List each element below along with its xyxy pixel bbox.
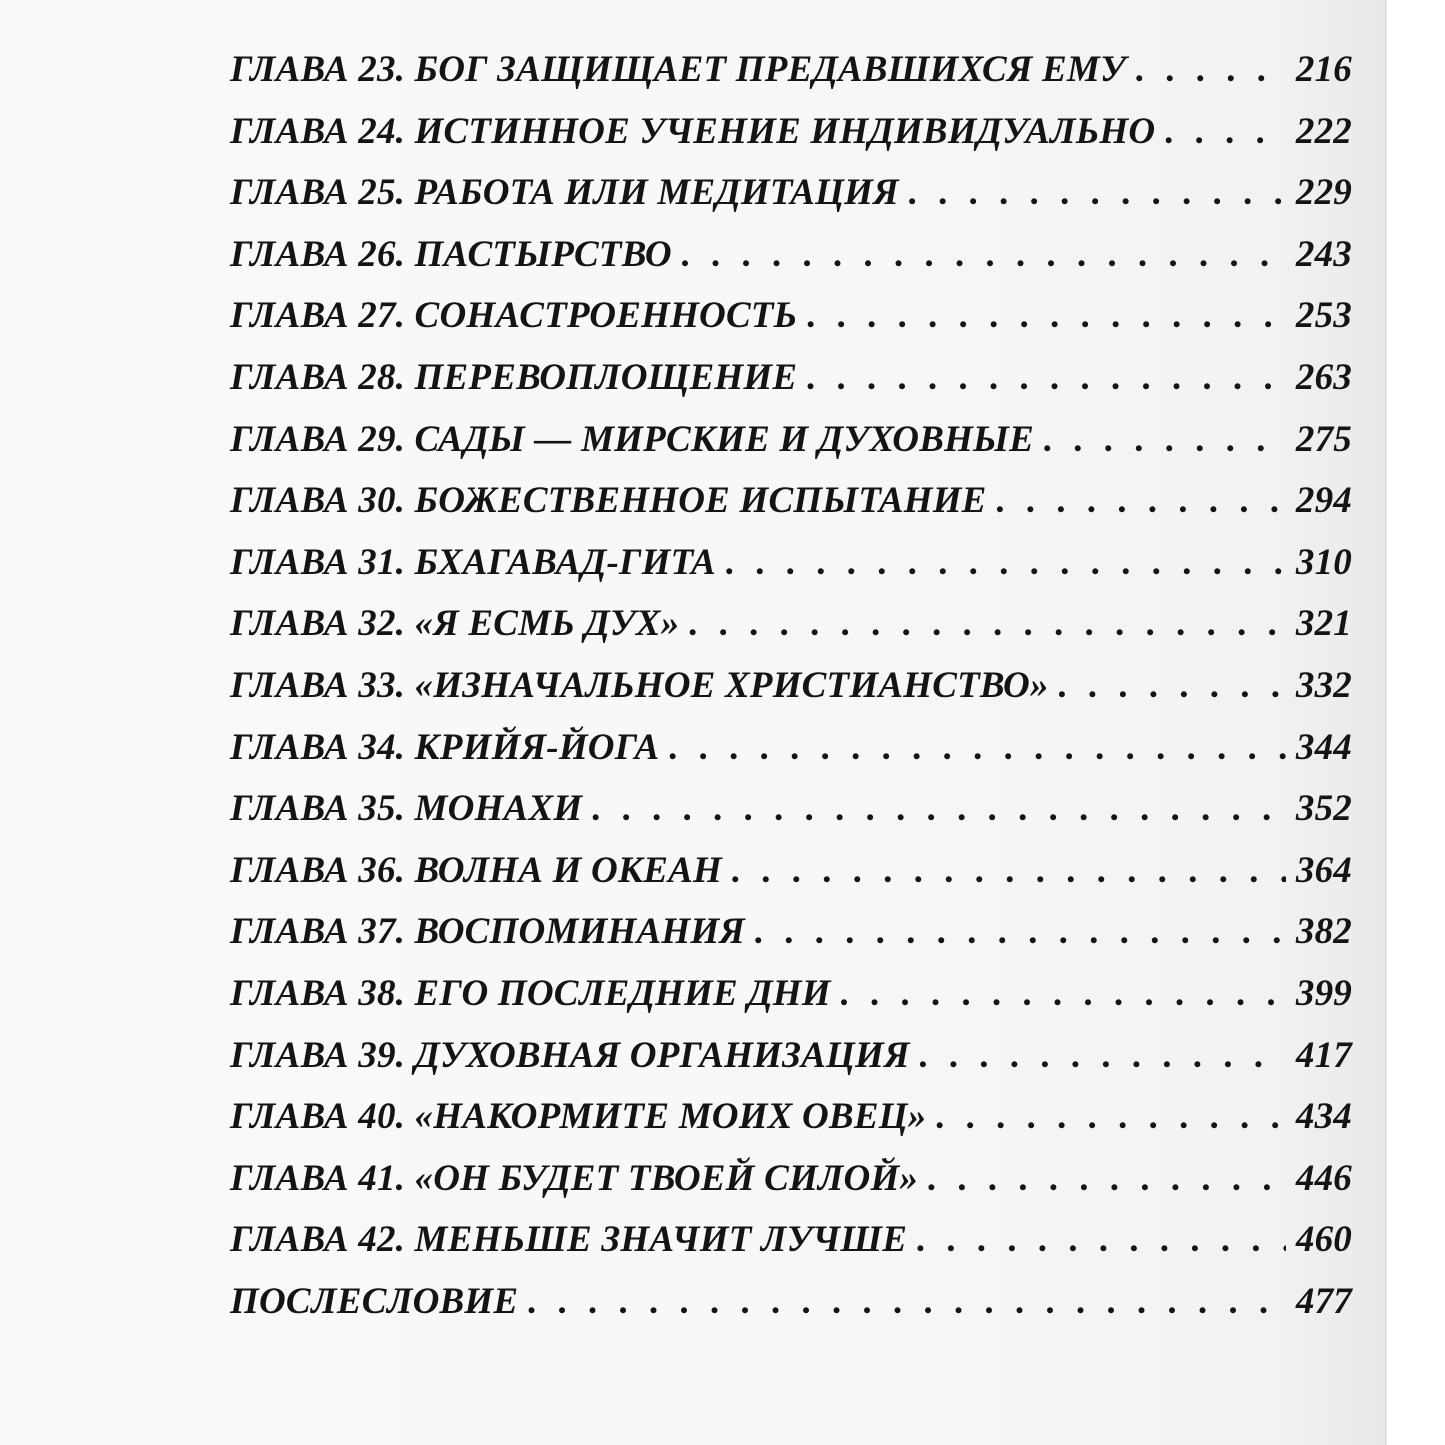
toc-entry bbox=[230, 418, 1352, 480]
toc-entry-title: ПОСЛЕСЛОВИЕ bbox=[230, 1280, 519, 1322]
toc-entry-title: ГЛАВА 36. ВОЛНА И ОКЕАН bbox=[230, 849, 722, 891]
toc-entry-title: ГЛАВА 28. ПЕРЕВОПЛОЩЕНИЕ bbox=[230, 356, 798, 398]
toc-entry-page: 460 bbox=[1295, 1219, 1352, 1261]
toc-entry bbox=[230, 1095, 1352, 1157]
dot-leader bbox=[917, 1218, 1286, 1261]
dot-leader bbox=[928, 1157, 1286, 1200]
toc-entry-page: 321 bbox=[1295, 603, 1352, 645]
toc-entry-title: ГЛАВА 37. ВОСПОМИНАНИЯ bbox=[230, 911, 745, 953]
dot-leader bbox=[726, 541, 1286, 584]
dot-leader bbox=[669, 726, 1286, 769]
toc-entry-title: ГЛАВА 27. СОНАСТРОЕННОСТЬ bbox=[230, 295, 798, 337]
toc-entry bbox=[230, 910, 1352, 972]
toc-entry bbox=[230, 602, 1352, 664]
toc-entry bbox=[230, 110, 1352, 172]
toc-entry-page: 364 bbox=[1295, 849, 1352, 891]
toc-entry bbox=[230, 479, 1352, 541]
toc-entry-page: 275 bbox=[1295, 418, 1352, 460]
toc-entry bbox=[230, 787, 1352, 849]
dot-leader bbox=[920, 1034, 1286, 1077]
toc-entry-page: 263 bbox=[1295, 356, 1352, 398]
toc-entry-page: 446 bbox=[1295, 1157, 1352, 1199]
dot-leader bbox=[1059, 664, 1286, 707]
dot-leader bbox=[936, 1095, 1286, 1138]
toc-entry bbox=[230, 972, 1352, 1034]
toc-entry-title: ГЛАВА 30. БОЖЕСТВЕННОЕ ИСПЫТАНИЕ bbox=[230, 480, 987, 522]
toc-entry-title: ГЛАВА 26. ПАСТЫРСТВО bbox=[230, 233, 672, 275]
toc-entry-title: ГЛАВА 31. БХАГАВАД-ГИТА bbox=[230, 541, 716, 583]
table-of-contents bbox=[230, 48, 1352, 1341]
toc-entry-title: ГЛАВА 42. МЕНЬШЕ ЗНАЧИТ ЛУЧШЕ bbox=[230, 1219, 908, 1261]
toc-entry-page: 229 bbox=[1295, 172, 1352, 214]
dot-leader bbox=[689, 602, 1286, 645]
toc-entry bbox=[230, 294, 1352, 356]
toc-entry bbox=[230, 541, 1352, 603]
toc-entry bbox=[230, 1280, 1352, 1342]
toc-entry bbox=[230, 1218, 1352, 1280]
toc-entry-page: 332 bbox=[1295, 664, 1352, 706]
toc-entry-title: ГЛАВА 23. БОГ ЗАЩИЩАЕТ ПРЕДАВШИХСЯ ЕМУ bbox=[230, 49, 1126, 90]
toc-entry-page: 352 bbox=[1295, 788, 1352, 830]
toc-entry bbox=[230, 171, 1352, 233]
dot-leader bbox=[528, 1280, 1286, 1323]
toc-entry-title: ГЛАВА 25. РАБОТА ИЛИ МЕДИТАЦИЯ bbox=[230, 172, 899, 214]
toc-entry-page: 434 bbox=[1295, 1096, 1352, 1138]
toc-entry-title: ГЛАВА 32. «Я ЕСМЬ ДУХ» bbox=[230, 603, 680, 645]
toc-entry-title: ГЛАВА 38. ЕГО ПОСЛЕДНИЕ ДНИ bbox=[230, 972, 831, 1014]
toc-entry-page: 477 bbox=[1295, 1280, 1352, 1322]
dot-leader bbox=[807, 294, 1286, 337]
toc-entry-page: 344 bbox=[1295, 726, 1352, 768]
dot-leader bbox=[682, 233, 1286, 276]
toc-entry-title: ГЛАВА 35. МОНАХИ bbox=[230, 788, 583, 830]
toc-entry-page: 222 bbox=[1295, 110, 1352, 152]
toc-entry bbox=[230, 1157, 1352, 1219]
toc-entry bbox=[230, 849, 1352, 911]
toc-entry-title: ГЛАВА 24. ИСТИННОЕ УЧЕНИЕ ИНДИВИДУАЛЬНО bbox=[230, 110, 1156, 152]
toc-entry-page: 216 bbox=[1295, 49, 1352, 90]
dot-leader bbox=[807, 356, 1286, 399]
dot-leader bbox=[1136, 48, 1286, 91]
toc-entry bbox=[230, 726, 1352, 788]
toc-entry-title: ГЛАВА 41. «ОН БУДЕТ ТВОЕЙ СИЛОЙ» bbox=[230, 1157, 919, 1199]
toc-entry-title: ГЛАВА 40. «НАКОРМИТЕ МОИХ ОВЕЦ» bbox=[230, 1096, 927, 1138]
toc-entry bbox=[230, 48, 1352, 110]
dot-leader bbox=[755, 910, 1286, 953]
dot-leader bbox=[592, 787, 1286, 830]
dot-leader bbox=[1165, 110, 1286, 153]
toc-entry bbox=[230, 664, 1352, 726]
toc-entry bbox=[230, 233, 1352, 295]
toc-entry-title: ГЛАВА 29. САДЫ — МИРСКИЕ И ДУХОВНЫЕ bbox=[230, 418, 1034, 460]
toc-entry-title: ГЛАВА 33. «ИЗНАЧАЛЬНОЕ ХРИСТИАНСТВО» bbox=[230, 664, 1049, 706]
dot-leader bbox=[732, 849, 1286, 892]
toc-entry-page: 399 bbox=[1295, 972, 1352, 1014]
toc-entry-page: 417 bbox=[1295, 1034, 1352, 1076]
toc-entry-page: 294 bbox=[1295, 480, 1352, 522]
outer-margin bbox=[1387, 0, 1445, 1445]
toc-entry bbox=[230, 356, 1352, 418]
dot-leader bbox=[909, 171, 1286, 214]
dot-leader bbox=[1044, 418, 1286, 461]
dot-leader bbox=[841, 972, 1286, 1015]
toc-entry-page: 310 bbox=[1295, 541, 1352, 583]
dot-leader bbox=[997, 479, 1286, 522]
toc-entry-page: 253 bbox=[1295, 295, 1352, 337]
toc-entry-page: 243 bbox=[1295, 233, 1352, 275]
toc-entry-title: ГЛАВА 39. ДУХОВНАЯ ОРГАНИЗАЦИЯ bbox=[230, 1034, 910, 1076]
toc-entry-page: 382 bbox=[1295, 911, 1352, 953]
toc-entry bbox=[230, 1034, 1352, 1096]
toc-entry-title: ГЛАВА 34. КРИЙЯ-ЙОГА bbox=[230, 726, 660, 768]
